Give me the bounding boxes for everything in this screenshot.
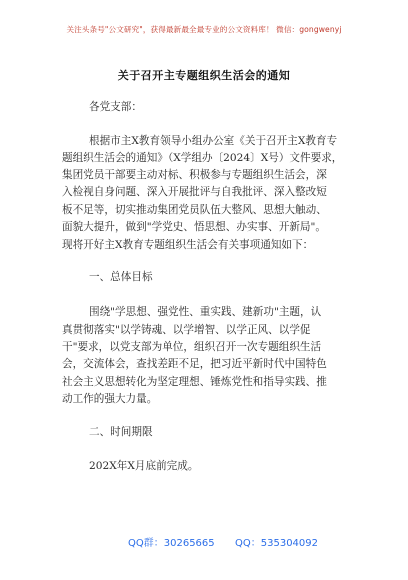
- intro-line: 面貌大提升，做到"学党史、悟思想、办实事、开新局"。: [62, 221, 326, 233]
- header-banner: 关注头条号"公文研究"，获得最新最全最专业的公文资料库！ 微信：gongwenyj: [66, 25, 342, 34]
- intro-line: 根据市主X教育领导小组办公室《关于召开主X教育专: [89, 135, 338, 147]
- section1-line: 社会主义思想转化为坚定理想、锤炼党性和指导实践、推: [62, 376, 327, 388]
- section1-line: 干"要求，以党支部为单位，组织召开一次专题组织生活: [62, 341, 322, 353]
- deadline-text: 202X年X月底前完成。: [89, 460, 199, 472]
- intro-line: 板不足等，切实推动集团党员队伍大整风、思想大触动、: [62, 204, 327, 216]
- section1-line: 动工作的强大力量。: [62, 393, 158, 405]
- intro-line: 题组织生活会的通知》（X学组办〔2024〕X号）文件要求，: [62, 152, 343, 164]
- qq-contact-link[interactable]: QQ：535304092: [235, 538, 319, 549]
- section-heading-deadline: 二、时间期限: [89, 426, 153, 438]
- section-heading-goals: 一、总体目标: [89, 271, 153, 283]
- section1-line: 真贯彻落实"以学铸魂、以学增智、以学正风、以学促: [62, 324, 311, 336]
- document-title: 关于召开主专题组织生活会的通知: [117, 69, 291, 82]
- intro-line: 现将开好主X教育专题组织生活会有关事项通知如下：: [62, 239, 314, 251]
- qq-group-link[interactable]: QQ群：30265665: [128, 538, 215, 549]
- section1-line: 会，交流体会，查找差距不足，把习近平新时代中国特色: [62, 358, 327, 370]
- intro-line: 集团党员干部要主动对标、积极参与专题组织生活会，深: [62, 169, 327, 181]
- intro-line: 入检视自身问题、深入开展批评与自我批评、深入整改短: [62, 186, 327, 198]
- salutation: 各党支部：: [89, 101, 142, 113]
- section1-line: 围绕"学思想、强党性、重实践、建新功"主题，认: [89, 306, 322, 318]
- footer-contact: [0, 534, 408, 548]
